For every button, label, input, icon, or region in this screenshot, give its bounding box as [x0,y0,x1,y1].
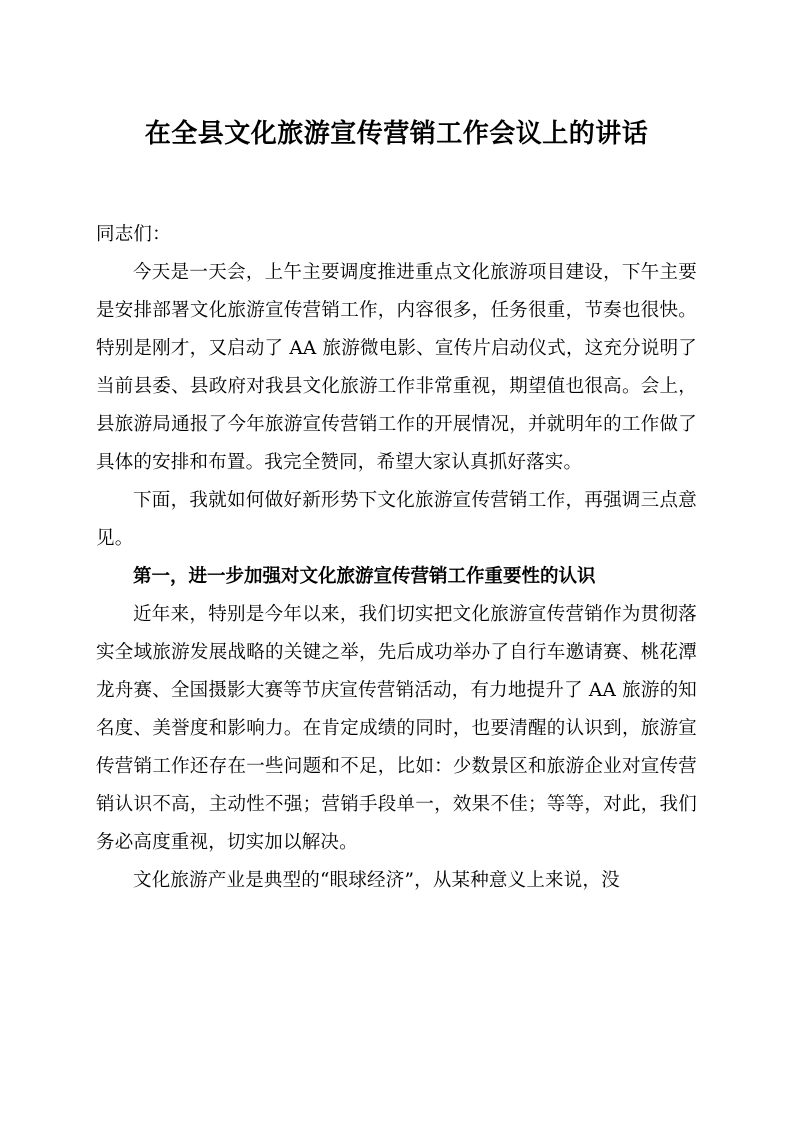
paragraph-3: 近年来，特别是今年以来，我们切实把文化旅游宣传营销作为贯彻落实全域旅游发展战略的关键之举，先后成功举办了自行车邀请赛、桃花潭龙舟赛、全国摄影大赛等节庆宣传营销活动，有力地提升了 AA 旅游的知名度、美誉度和影响力。在肯定成绩的同时，也要清醒的认识到，旅游宣传营销工作还存在一些问题和不足，比如：少数景区和旅游企业对宣传营销认识不高，主动性不强；营销手段单一，效果不佳；等等，对此，我们务必高度重视，切实加以解决。 [96,604,697,853]
section-heading-1: 第一，进一步加强对文化旅游宣传营销工作重要性的认识 [133,566,596,587]
paragraph-salutation: 同志们： [96,224,171,245]
paragraph-4: 文化旅游产业是典型的“眼球经济”，从某种意义上来说，没 [133,870,620,891]
paragraph-2: 下面，我就如何做好新形势下文化旅游宣传营销工作，再强调三点意见。 [96,490,697,549]
document-body [96,216,697,900]
page-title: 在全县文化旅游宣传营销工作会议上的讲话 [144,119,649,149]
paragraph-1: 今天是一天会，上午主要调度推进重点文化旅游项目建设，下午主要是安排部署文化旅游宣传营销工作，内容很多，任务很重，节奏也很快。特别是刚才，又启动了 AA 旅游微电影、宣传片启动仪式，这充分说明了当前县委、县政府对我县文化旅游工作非常重视，期望值也很高。会上，县旅游局通报了今年旅游宣传营销工作的开展情况，并就明年的工作做了具体的安排和布置。我完全赞同，希望大家认真抓好落实。 [96,262,697,473]
